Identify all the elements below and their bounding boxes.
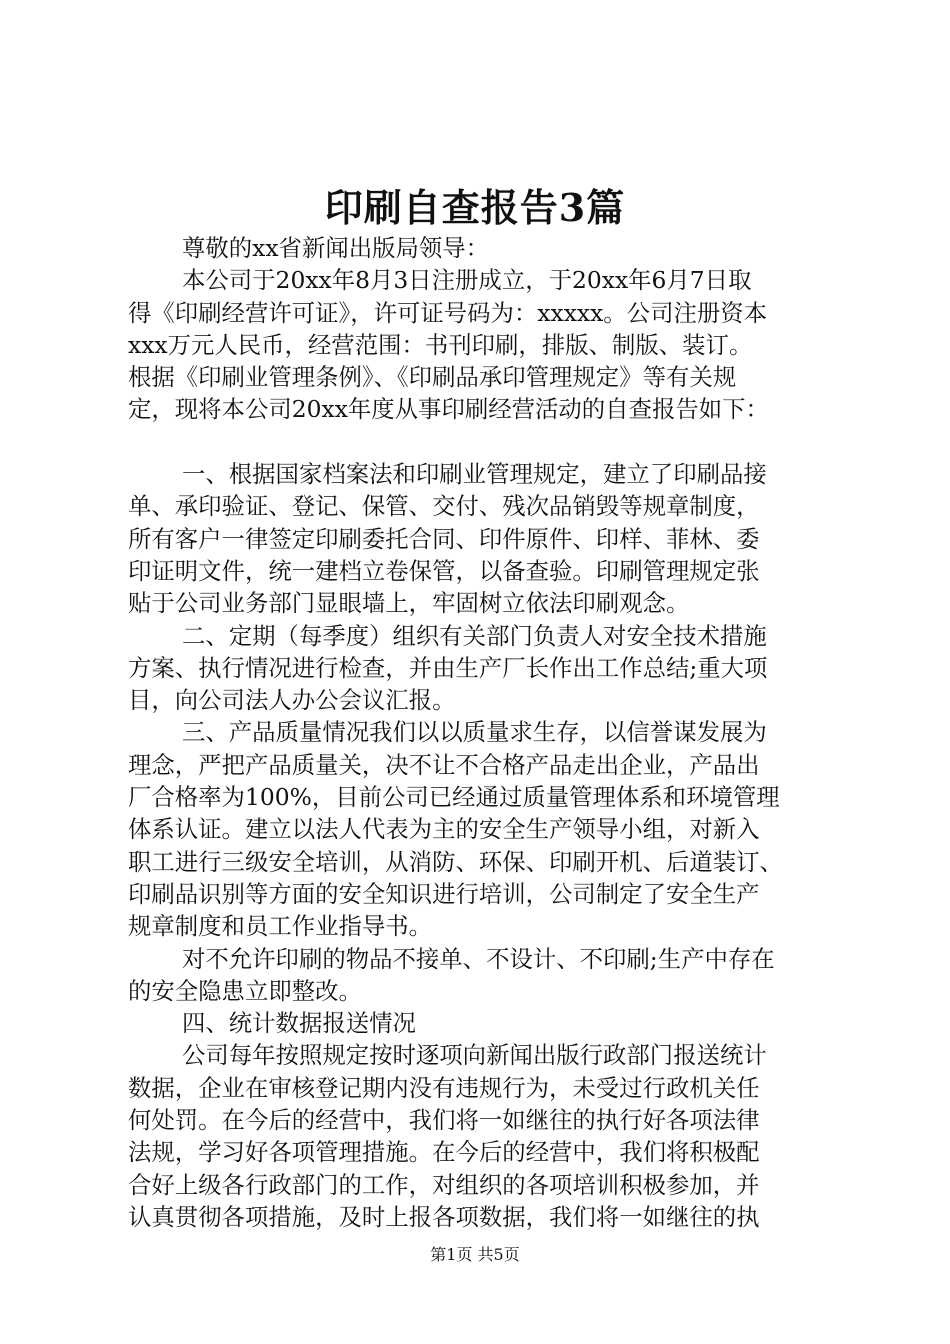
salutation: 尊敬的xx省新闻出版局领导： bbox=[182, 234, 490, 262]
text-line: 合好上级各行政部门的工作，对组织的各项培训积极参加，并 bbox=[128, 1170, 760, 1199]
text-line: 方案、执行情况进行检查，并由生产厂长作出工作总结;重大项 bbox=[128, 653, 768, 682]
section-heading: 四、统计数据报送情况 bbox=[182, 1009, 416, 1038]
text-line: xxx万元人民币，经营范围：书刊印刷，排版、制版、装订。 bbox=[128, 330, 753, 359]
document-title: 印刷自查报告3篇 bbox=[324, 185, 626, 230]
text-line: 何处罚。在今后的经营中，我们将一如继往的执行好各项法律 bbox=[128, 1106, 760, 1135]
text-line: 二、定期（每季度）组织有关部门负责人对安全技术措施 bbox=[182, 621, 767, 650]
text-line: 理念，严把产品质量关，决不让不合格产品走出企业，产品出 bbox=[128, 750, 760, 779]
text-line: 公司每年按照规定按时逐项向新闻出版行政部门报送统计 bbox=[182, 1041, 767, 1070]
text-line: 印刷品识别等方面的安全知识进行培训，公司制定了安全生产 bbox=[128, 879, 760, 908]
text-line: 数据，企业在审核登记期内没有违规行为，未受过行政机关任 bbox=[128, 1073, 760, 1102]
text-line: 目，向公司法人办公会议汇报。 bbox=[128, 686, 456, 715]
text-line: 三、产品质量情况我们以以质量求生存，以信誉谋发展为 bbox=[182, 718, 767, 747]
text-line: 所有客户一律签定印刷委托合同、印件原件、印样、菲林、委 bbox=[128, 524, 760, 553]
text-line: 印证明文件，统一建档立卷保管，以备查验。印刷管理规定张 bbox=[128, 556, 760, 585]
page-footer: 第1页 共5页 bbox=[430, 1245, 520, 1264]
text-line: 定，现将本公司20xx年度从事印刷经营活动的自查报告如下： bbox=[128, 395, 769, 424]
text-line: 一、根据国家档案法和印刷业管理规定，建立了印刷品接 bbox=[182, 460, 767, 489]
paragraph-gap bbox=[128, 426, 828, 458]
text-line: 本公司于20xx年8月3日注册成立，于20xx年6月7日取 bbox=[182, 266, 752, 295]
text-line: 认真贯彻各项措施，及时上报各项数据，我们将一如继往的执 bbox=[128, 1202, 760, 1231]
text-line: 对不允许印刷的物品不接单、不设计、不印刷;生产中存在 bbox=[182, 944, 775, 973]
document-body bbox=[128, 232, 828, 1233]
text-line: 得《印刷经营许可证》，许可证号码为：xxxxx。公司注册资本 bbox=[128, 298, 768, 327]
text-line: 职工进行三级安全培训，从消防、环保、印刷开机、后道装订、 bbox=[128, 847, 783, 876]
text-line: 单、承印验证、登记、保管、交付、残次品销毁等规章制度， bbox=[128, 492, 760, 521]
text-line: 的安全隐患立即整改。 bbox=[128, 976, 362, 1005]
text-line: 厂合格率为100%，目前公司已经通过质量管理体系和环境管理 bbox=[128, 783, 780, 812]
text-line: 根据《印刷业管理条例》、《印刷品承印管理规定》等有关规 bbox=[128, 363, 737, 392]
text-line: 规章制度和员工作业指导书。 bbox=[128, 912, 433, 941]
text-line: 体系认证。建立以法人代表为主的安全生产领导小组，对新入 bbox=[128, 815, 760, 844]
text-line: 法规，学习好各项管理措施。在今后的经营中，我们将积极配 bbox=[128, 1138, 760, 1167]
text-line: 贴于公司业务部门显眼墙上，牢固树立依法印刷观念。 bbox=[128, 589, 690, 618]
